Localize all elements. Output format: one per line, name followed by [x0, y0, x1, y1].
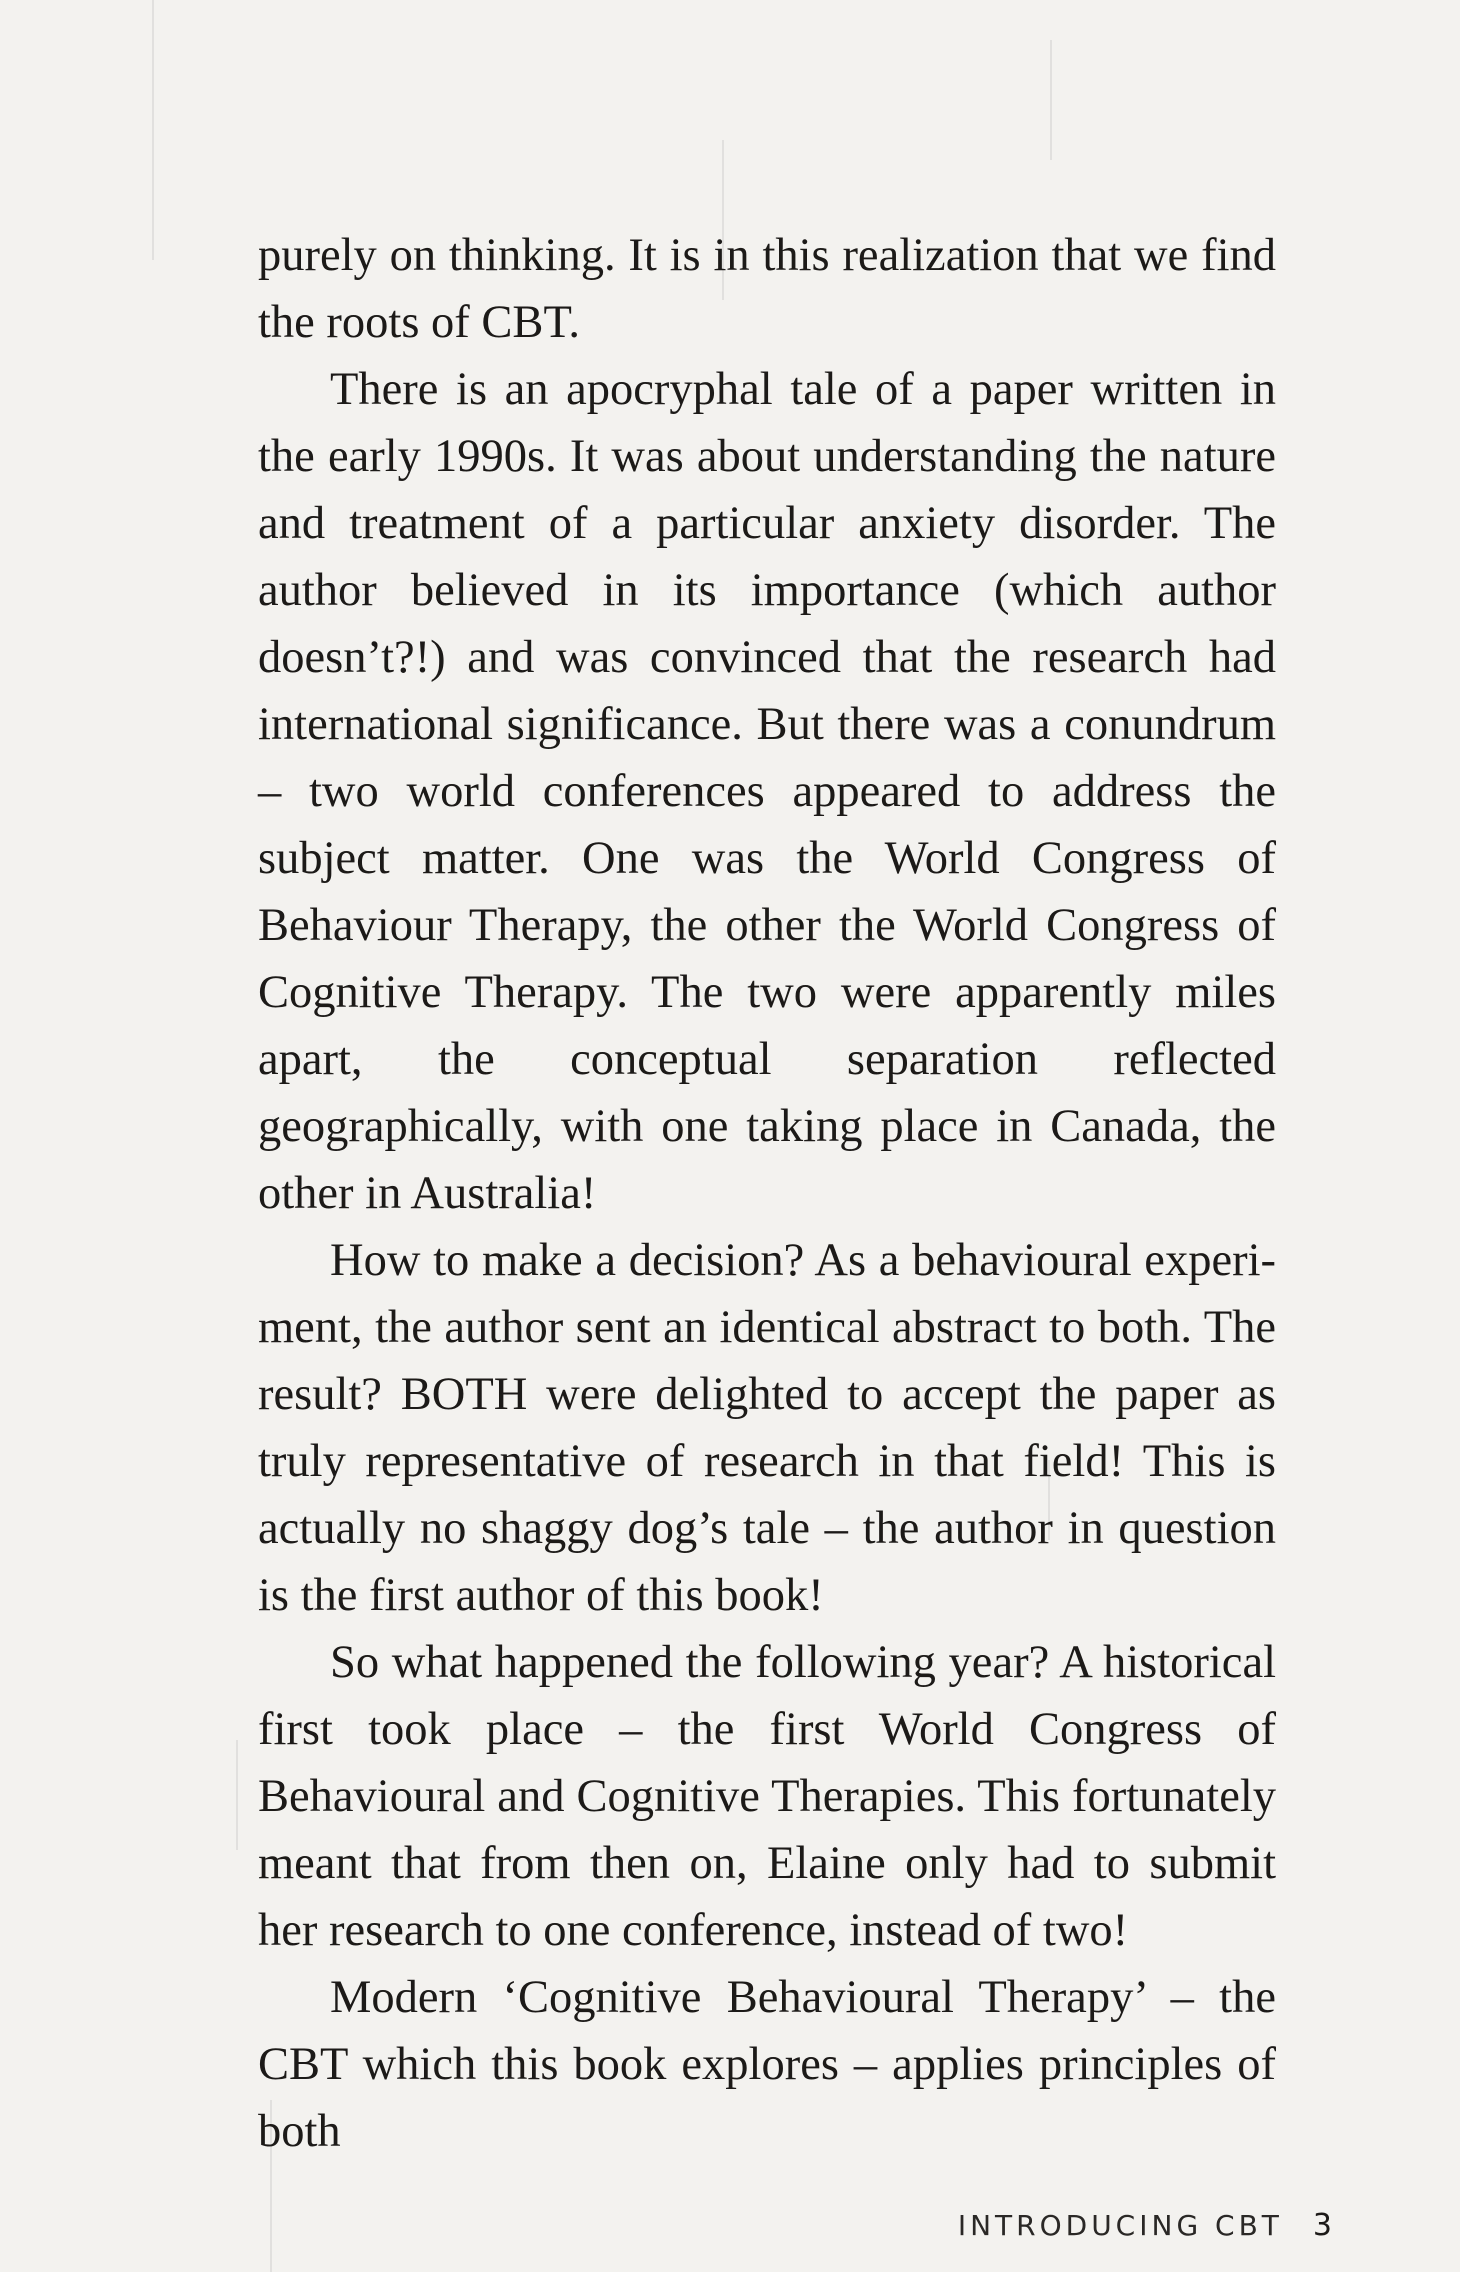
- page-number: 3: [1312, 2208, 1332, 2243]
- body-text: [258, 222, 1276, 2165]
- paragraph-apocryphal-tale: There is an apocryphal tale of a paper written in the early 1990s. It was about understanding the nature and treatment of a particular anxiety disorder. The author believed in its importance (which author doesn’t?!) and was convinced that the research had international significance. But there was a conundrum – two world conferences appeared to address the subject matter. One was the World Congress of Behaviour Therapy, the other the World Congress of Cognitive Therapy. The two were apparently miles apart, the conceptual separation reflected geographically, with one taking place in Canada, the other in Australia!: [258, 364, 1276, 1219]
- paragraph-continued: purely on thinking. It is in this realization that we find the roots of CBT.: [258, 230, 1276, 348]
- running-head: INTRODUCING CBT: [957, 2209, 1283, 2242]
- page-footer: [958, 2208, 1332, 2248]
- scan-artifact-line: [236, 1740, 238, 1850]
- paragraph-modern-cbt: Modern ‘Cognitive Behavioural Therapy’ – the CBT which this book explores – applies principles of both: [258, 1972, 1276, 2157]
- paragraph-following-year: So what happened the following year? A historical first took place – the first World Congress of Behavioural and Cognitive Therapies. This fortunately meant that from then on, Elaine only had to submit her research to one conference, instead of two!: [258, 1637, 1276, 1956]
- scan-artifact-line: [152, 0, 154, 260]
- paragraph-decision: How to make a decision? As a behavioural experiment, the author sent an identical abstract to both. The result? BOTH were delighted to accept the paper as truly representative of research in that field! This is actually no shaggy dog’s tale – the author in question is the first author of this book!: [258, 1235, 1276, 1621]
- scan-artifact-line: [1050, 40, 1052, 160]
